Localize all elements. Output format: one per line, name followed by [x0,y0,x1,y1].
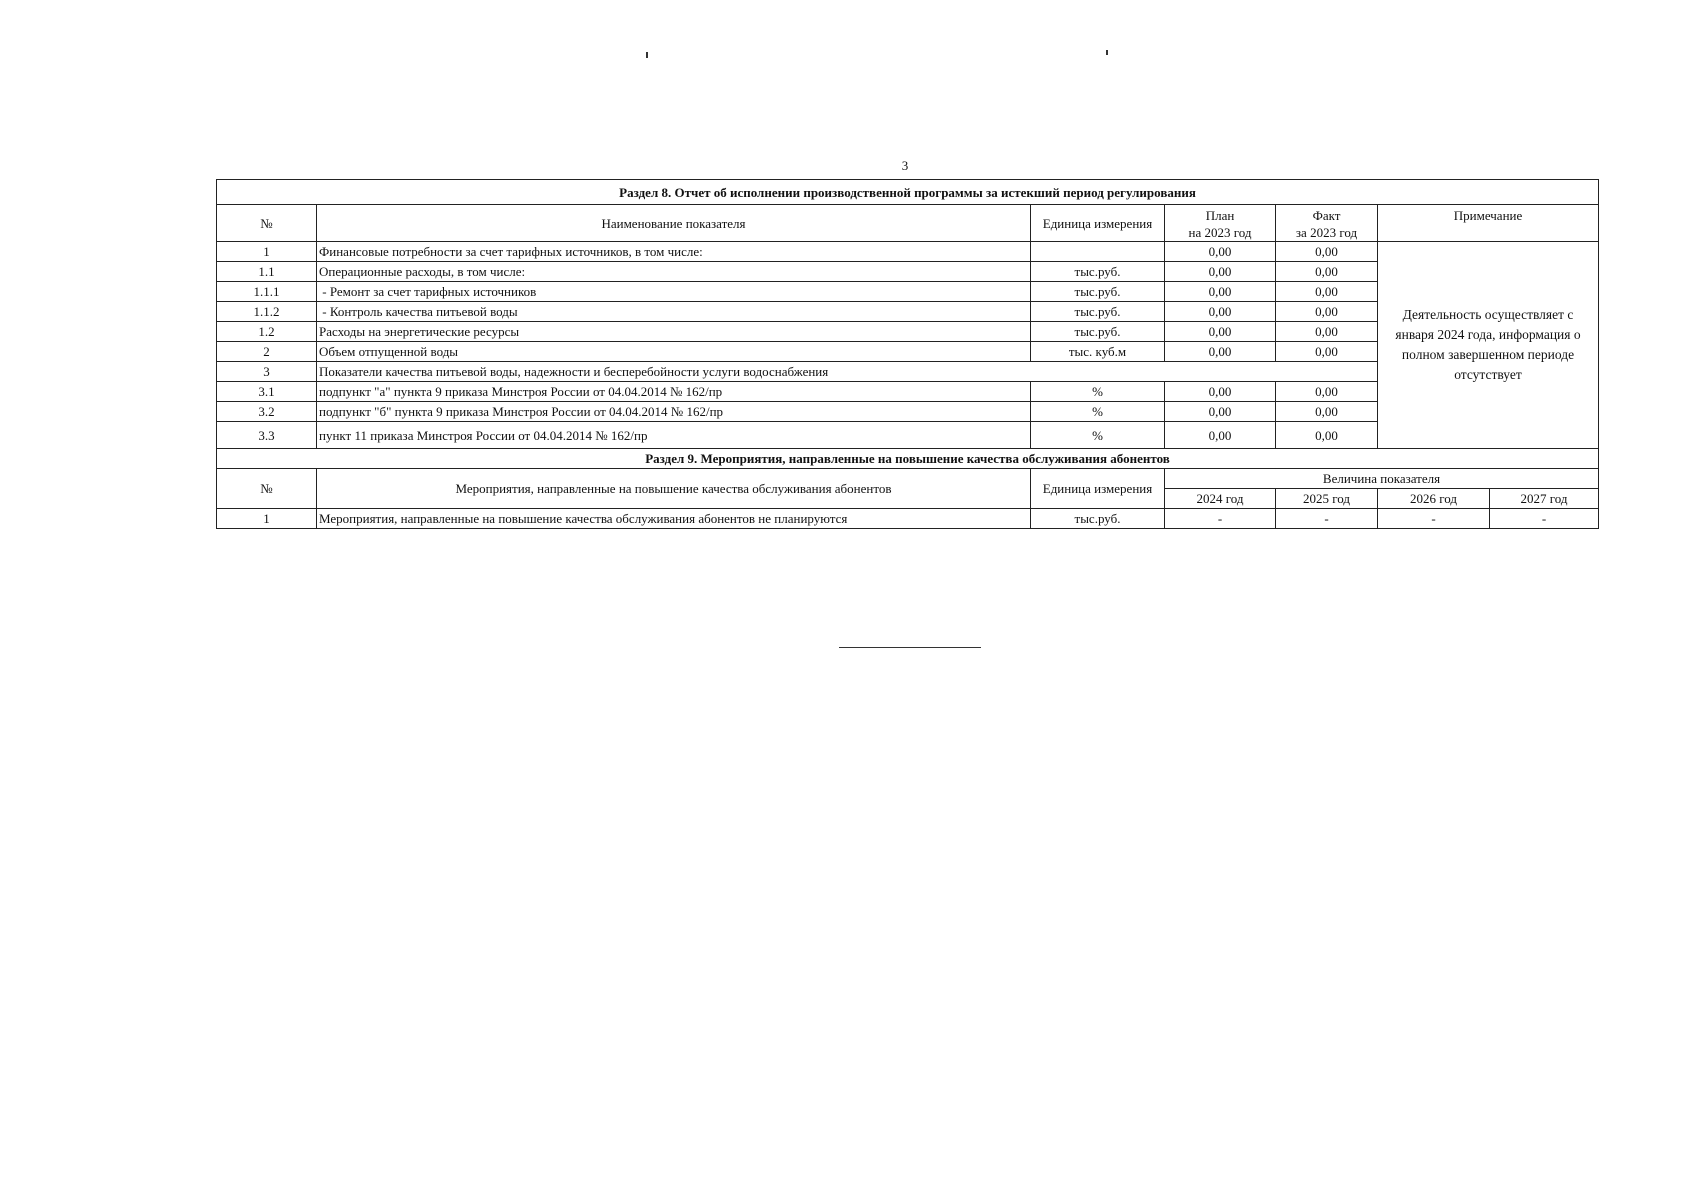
row-unit: тыс.руб. [1031,302,1165,322]
row-value: - [1490,509,1599,529]
row-fact: 0,00 [1276,322,1378,342]
header-unit: Единица измерения [1031,205,1165,242]
section8-title-row [217,180,1599,205]
section9-title: Раздел 9. Мероприятия, направленные на повышение качества обслуживания абонентов [217,449,1599,469]
header-plan [1165,205,1276,242]
row-unit [1031,242,1165,262]
row-name: - Ремонт за счет тарифных источников [317,282,1031,302]
header-value: Величина показателя [1165,469,1599,489]
row-plan: 0,00 [1165,302,1276,322]
row-name: Финансовые потребности за счет тарифных источников, в том числе: [317,242,1031,262]
row-num: 3 [217,362,317,382]
header-num: № [217,469,317,509]
row-num: 1 [217,509,317,529]
row-name: - Контроль качества питьевой воды [317,302,1031,322]
row-num: 3.1 [217,382,317,402]
row-num: 1 [217,242,317,262]
row-unit: тыс. куб.м [1031,342,1165,362]
section8-title: Раздел 8. Отчет об исполнении производственной программы за истекший период регулирования [217,180,1599,205]
row-name: Операционные расходы, в том числе: [317,262,1031,282]
header-name: Наименование показателя [317,205,1031,242]
row-num: 1.1.1 [217,282,317,302]
row-num: 1.1.2 [217,302,317,322]
row-fact: 0,00 [1276,282,1378,302]
row-unit: тыс.руб. [1031,322,1165,342]
row-num: 3.3 [217,422,317,449]
end-rule [839,647,981,648]
row-num: 1.2 [217,322,317,342]
header-year: 2025 год [1276,489,1378,509]
header-unit: Единица измерения [1031,469,1165,509]
row-fact: 0,00 [1276,402,1378,422]
row-name: подпункт "а" пункта 9 приказа Минстроя России от 04.04.2014 № 162/пр [317,382,1031,402]
row-value: - [1276,509,1378,529]
row-name: Объем отпущенной воды [317,342,1031,362]
header-year: 2027 год [1490,489,1599,509]
row-unit: тыс.руб. [1031,262,1165,282]
row-fact: 0,00 [1276,342,1378,362]
header-fact-line1: Факт [1312,207,1341,223]
row-unit: % [1031,422,1165,449]
header-note: Примечание [1378,205,1599,242]
section9-title-row [217,449,1599,469]
section8-header-row [217,205,1599,242]
table-row [217,242,1599,262]
row-name: Мероприятия, направленные на повышение качества обслуживания абонентов не планируются [317,509,1031,529]
row-plan: 0,00 [1165,382,1276,402]
row-fact: 0,00 [1276,422,1378,449]
header-fact-line2: за 2023 год [1295,224,1358,240]
header-plan-line2: на 2023 год [1188,224,1252,240]
row-fact: 0,00 [1276,242,1378,262]
row-num: 2 [217,342,317,362]
scan-speck [646,52,648,58]
row-plan: 0,00 [1165,262,1276,282]
row-plan: 0,00 [1165,422,1276,449]
row-name: Расходы на энергетические ресурсы [317,322,1031,342]
row-plan: 0,00 [1165,322,1276,342]
row-name: пункт 11 приказа Минстроя России от 04.04.2014 № 162/пр [317,422,1031,449]
row-unit: тыс.руб. [1031,282,1165,302]
row-value: - [1378,509,1490,529]
row-plan: 0,00 [1165,242,1276,262]
row-name: подпункт "б" пункта 9 приказа Минстроя России от 04.04.2014 № 162/пр [317,402,1031,422]
row-plan: 0,00 [1165,282,1276,302]
row-plan: 0,00 [1165,402,1276,422]
row-unit: тыс.руб. [1031,509,1165,529]
report-table [216,179,1599,529]
row-fact: 0,00 [1276,302,1378,322]
header-year: 2024 год [1165,489,1276,509]
header-fact [1276,205,1378,242]
row-value: - [1165,509,1276,529]
row-num: 1.1 [217,262,317,282]
note-cell: Деятельность осуществляет с января 2024 года, информация о полном завершенном периоде отсутствует [1378,242,1599,449]
header-num: № [217,205,317,242]
row-name: Показатели качества питьевой воды, надежности и бесперебойности услуги водоснабжения [317,362,1378,382]
header-year: 2026 год [1378,489,1490,509]
table-row [217,509,1599,529]
row-num: 3.2 [217,402,317,422]
section9-header-row [217,469,1599,489]
row-unit: % [1031,402,1165,422]
row-fact: 0,00 [1276,262,1378,282]
row-plan: 0,00 [1165,342,1276,362]
row-unit: % [1031,382,1165,402]
scan-speck [1106,50,1108,55]
row-fact: 0,00 [1276,382,1378,402]
header-name: Мероприятия, направленные на повышение качества обслуживания абонентов [317,469,1031,509]
page-number: 3 [901,158,909,173]
header-plan-line1: План [1205,207,1235,223]
